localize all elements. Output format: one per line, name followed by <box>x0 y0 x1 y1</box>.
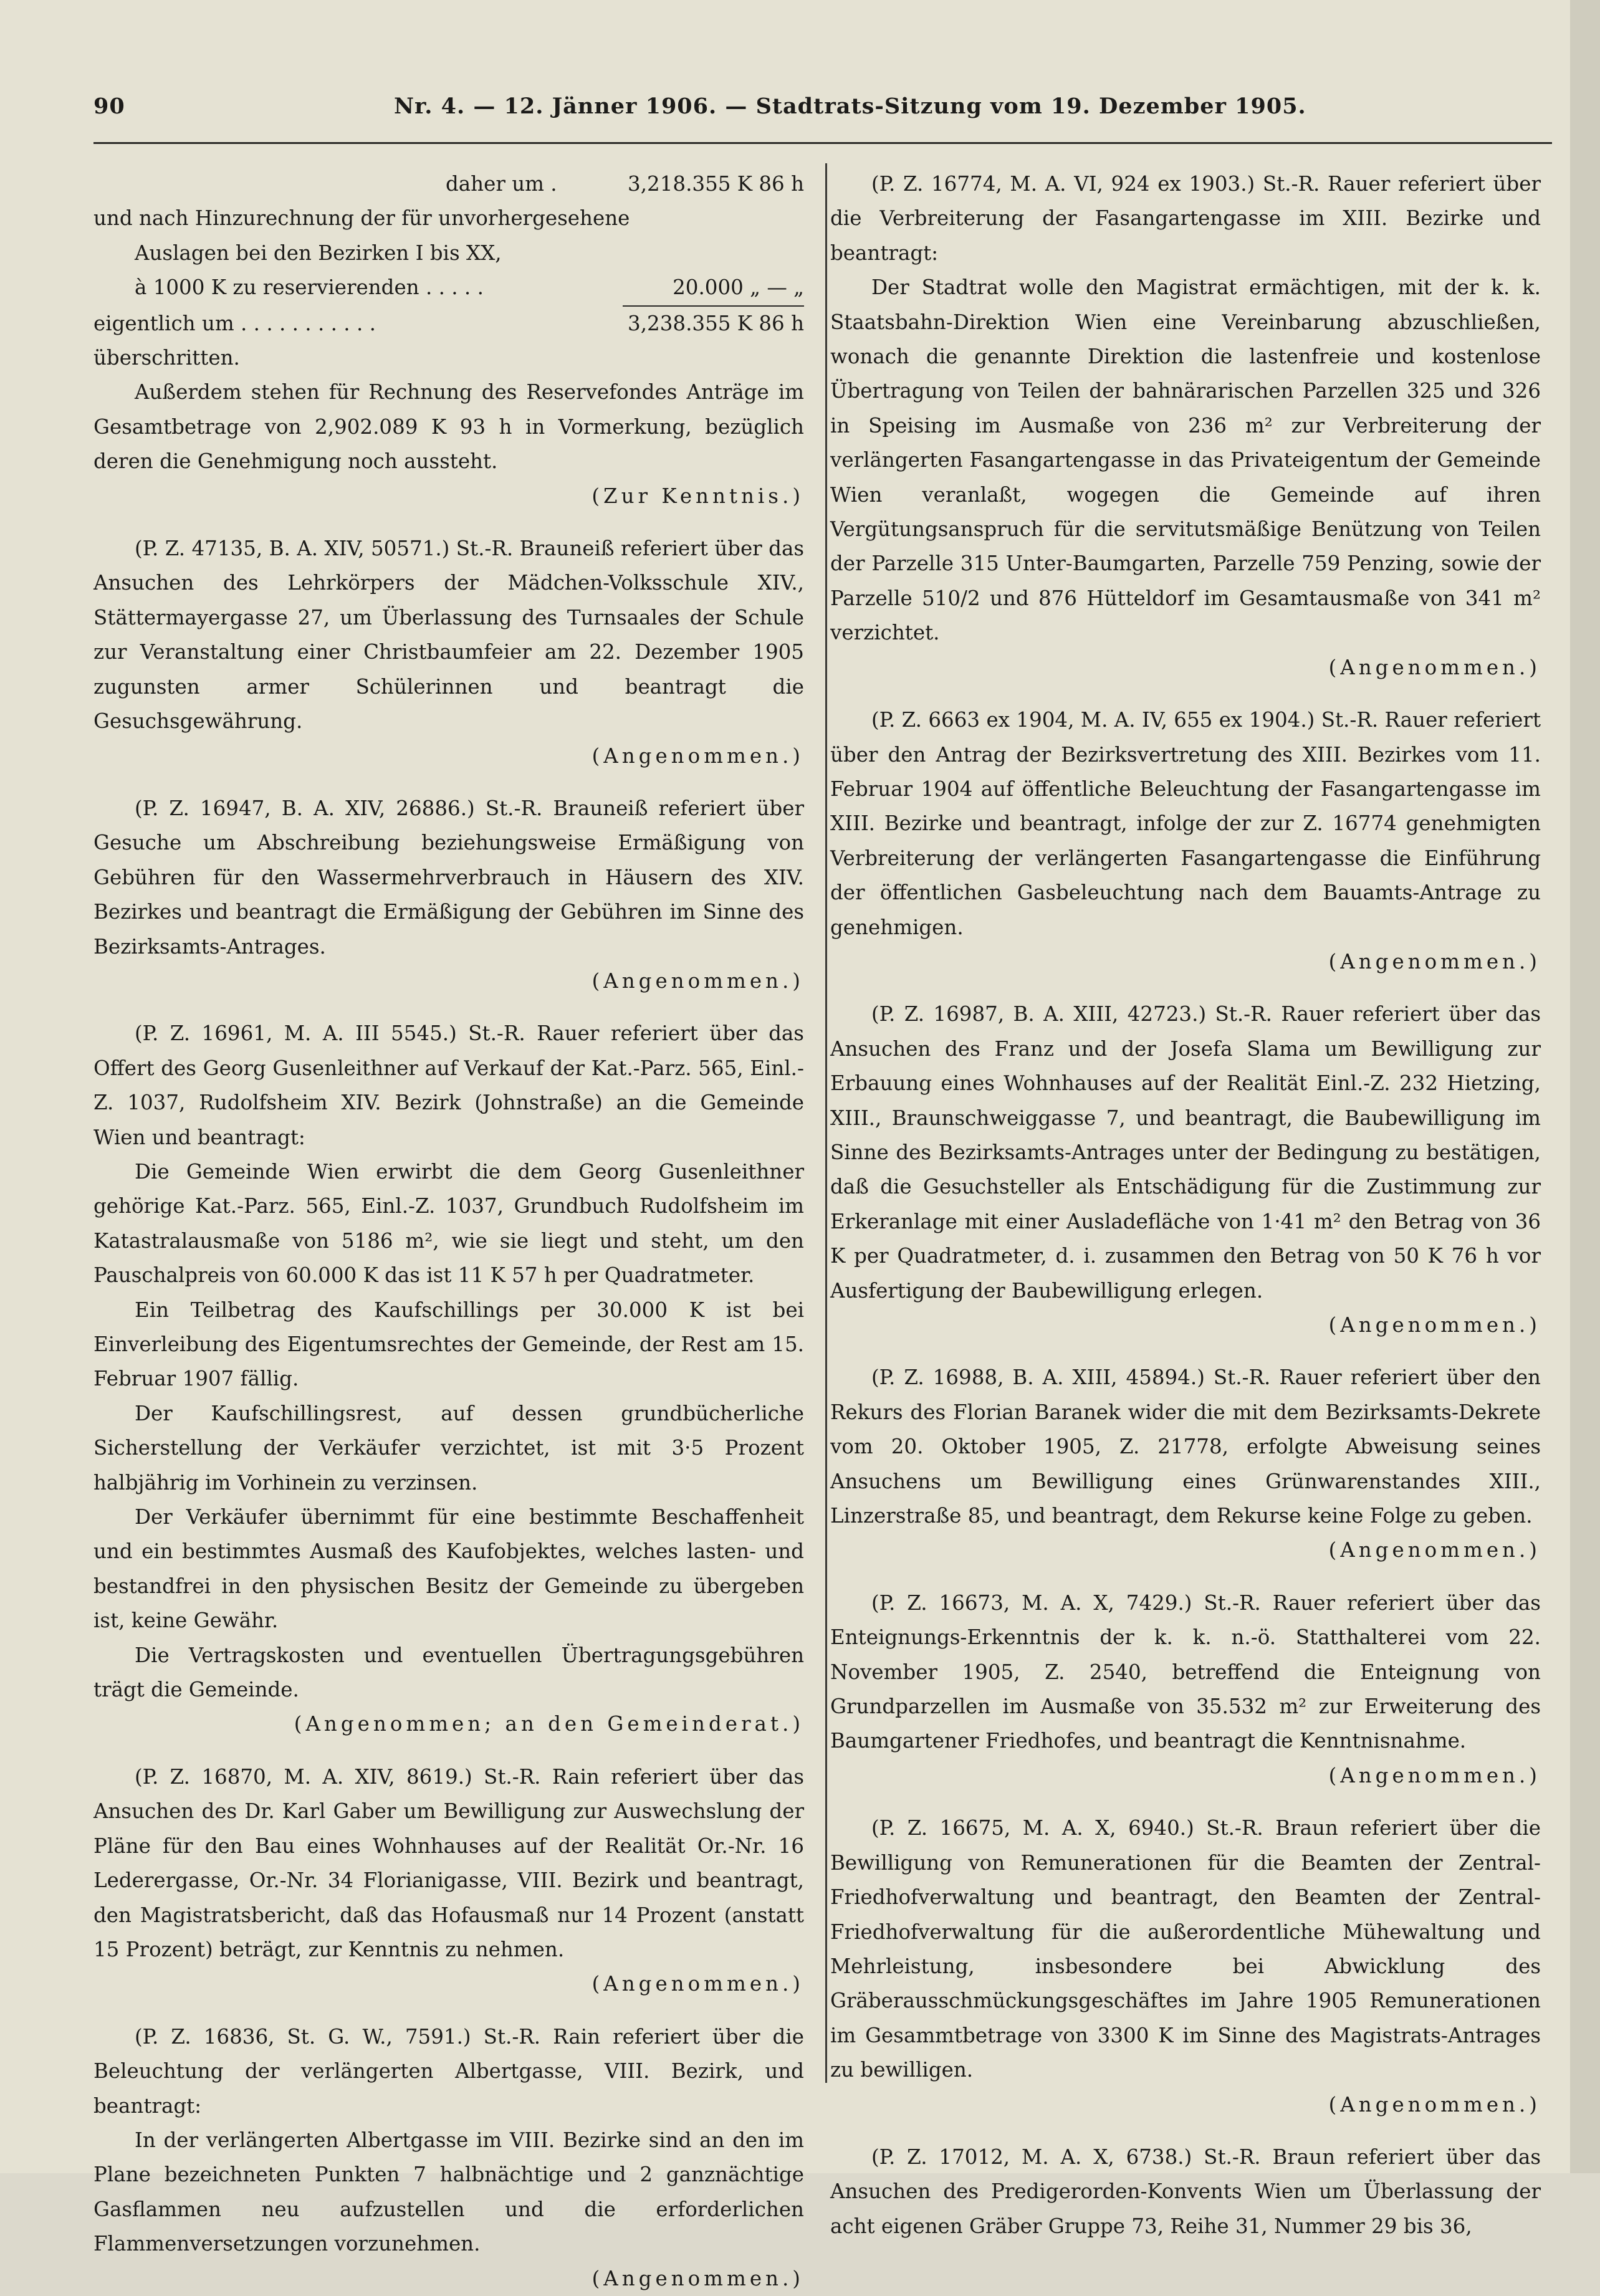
paragraph: Außerdem stehen für Rechnung des Reservefondes Anträge im Gesamtbetrage von 2,902.089 K 93 h in Vormerkung, bezüglich deren die Genehmigung noch aussteht. <box>93 380 804 474</box>
entry-paragraph: (P. Z. 16836, St. G. W., 7591.) St.-R. Rain referiert über die Beleuchtung der verlängerten Albertgasse, VIII. Bezirk, und beantragt: <box>93 2024 804 2118</box>
entry-paragraph: (P. Z. 16774, M. A. VI, 924 ex 1903.) St.-R. Rauer referiert über die Verbreiterung der Fasangartengasse im XIII. Bezirke und beantragt: <box>830 172 1541 265</box>
status-note: (Angenommen.) <box>592 744 804 768</box>
paragraph: Der Kaufschillingsrest, auf dessen grundbücherliche Sicherstellung der Verkäufer verzichtet, ist mit 3·5 Prozent halbjährig im Vorhinein zu verzinsen. <box>93 1401 804 1495</box>
entry-paragraph: (P. Z. 16961, M. A. III 5545.) St.-R. Rauer referiert über das Offert des Georg Gusenleithner auf Verkauf der Kat.-Parz. 565, Einl.-Z. 1037, Rudolfsheim XIV. Bezirk (Johnstraße) an die Gemeinde Wien und beantragt: <box>93 1021 804 1149</box>
calc-line: daher um . 3,218.355 K 86 h <box>446 172 804 196</box>
header-rule <box>93 142 1552 144</box>
calc-line: und nach Hinzurechnung der für unvorhergesehene <box>93 206 630 231</box>
entry-paragraph: (P. Z. 16673, M. A. X, 7429.) St.-R. Rauer referiert über das Enteignungs-Erkenntnis der k. k. n.-ö. Statthalterei vom 22. November 1905, Z. 2540, betreffend die Enteignung von Grundparzellen im Ausmaße von 35.532 m² zur Erweiterung des Baumgartener Friedhofes, und beantragt die Kenntnisnahme. <box>830 1590 1541 1753</box>
entry-paragraph: (P. Z. 16947, B. A. XIV, 26886.) St.-R. Brauneiß referiert über Gesuche um Abschreibung beziehungsweise Ermäßigung von Gebühren für den Wassermehrverbrauch in Häusern des XIV. Bezirkes und beantragt die Ermäßigung der Gebühren im Sinne des Bezirksamts-Antrages. <box>93 796 804 959</box>
column-divider <box>825 163 827 2083</box>
page-number: 90 <box>93 93 125 119</box>
page-header <box>93 93 1306 131</box>
paragraph: Ein Teilbetrag des Kaufschillings per 30.000 K ist bei Einverleibung des Eigentumsrechtes der Gemeinde, der Rest am 15. Februar 1907 fällig. <box>93 1298 804 1391</box>
calc-subtotal: 20.000 „ — „ <box>623 270 804 306</box>
paragraph: Der Verkäufer übernimmt für eine bestimmte Beschaffenheit und ein bestimmtes Ausmaß des Kaufobjektes, welches lasten- und bestandfrei in den physischen Besitz der Gemeinde zu übergeben ist, keine Gewähr. <box>93 1505 804 1633</box>
entry-paragraph: (P. Z. 16988, B. A. XIII, 45894.) St.-R. Rauer referiert über den Rekurs des Florian Baranek wider die mit dem Bezirksamts-Dekrete vom 20. Oktober 1905, Z. 21778, erfolgte Abweisung seines Ansuchens um Bewilligung eines Grünwarenstandes XIII., Linzerstraße 85, und beantragt, dem Rekurse keine Folge zu geben. <box>830 1366 1541 1528</box>
entry-paragraph: (P. Z. 17012, M. A. X, 6738.) St.-R. Braun referiert über das Ansuchen des Predigerorden-Konvents Wien um Überlassung der acht eigenen Gräber Gruppe 73, Reihe 31, Nummer 29 bis 36, <box>830 2145 1541 2238</box>
status-note: (Zur Kenntnis.) <box>592 484 804 508</box>
entry-paragraph: (P. Z. 6663 ex 1904, M. A. IV, 655 ex 1904.) St.-R. Rauer referiert über den Antrag der Bezirksvertretung des XIII. Bezirkes vom 11. Februar 1904 auf öffentliche Beleuchtung der Fasangartengasse im XIII. Bezirke und beantragt, infolge der zur Z. 16774 genehmigten Verbreiterung der verlängerten Fasangartengasse die Einführung der öffentlichen Gasbeleuchtung nach dem Bauamts-Antrage zu genehmigen. <box>830 708 1541 939</box>
status-note: (Angenommen.) <box>592 1972 804 1996</box>
status-note: (Angenommen.) <box>1328 1313 1541 1337</box>
status-note: (Angenommen.) <box>1328 1538 1541 1562</box>
calc-line: überschritten. <box>93 346 240 370</box>
entry-paragraph: (P. Z. 47135, B. A. XIV, 50571.) St.-R. Brauneiß referiert über das Ansuchen des Lehrkörpers der Mädchen-Volksschule XIV., Stättermayergasse 27, um Überlassung des Turnsaales der Schule zur Veranstaltung einer Christbaumfeier am 22. Dezember 1905 zugunsten armer Schülerinnen und beantragt die Gesuchsgewährung. <box>93 537 804 734</box>
calc-line: à 1000 K zu reservierenden . . . . . 20.000 „ — „ <box>93 270 804 306</box>
page-edge <box>1570 0 1600 2173</box>
entry-paragraph: (P. Z. 16987, B. A. XIII, 42723.) St.-R. Rauer referiert über das Ansuchen des Franz und der Josefa Slama um Bewilligung zur Erbauung eines Wohnhauses auf der Realität Einl.-Z. 232 Hietzing, XIII., Braunschweiggasse 7, und beantragt, die Baubewilligung im Sinne des Bezirksamts-Antrages unter der Bedingung zu bestätigen, daß die Gesuchsteller als Entschädigung für die Zustimmung zur Erkeranlage mit einer Ausladefläche von 1·41 m² den Betrag von 36 K per Quadratmeter, d. i. zusammen den Betrag von 50 K 76 h vor Ausfertigung der Baubewilligung erlegen. <box>830 1002 1541 1303</box>
paragraph: Der Stadtrat wolle den Magistrat ermächtigen, mit der k. k. Staatsbahn-Direktion Wien eine Vereinbarung abzuschließen, wonach die genannte Direktion die lastenfreie und kostenlose Übertragung von Teilen der bahnärarischen Parzellen 325 und 326 in Speising im Ausmaße von 236 m² zur Verbreiterung der verlängerten Fasangartengasse in das Privateigentum der Gemeinde Wien veranlaßt, wogegen die Gemeinde auf ihren Vergütungsanspruch für die servitutsmäßige Benützung von Teilen der Parzelle 315 Unter-Baumgarten, Parzelle 759 Penzing, sowie der Parzelle 510/2 und 876 Hütteldorf im Gesamtausmaße von 341 m² verzichtet. <box>830 275 1541 645</box>
issue-title: Nr. 4. — 12. Jänner 1906. — Stadtrats-Sitzung vom 19. Dezember 1905. <box>394 93 1306 119</box>
entry-paragraph: (P. Z. 16870, M. A. XIV, 8619.) St.-R. Rain referiert über das Ansuchen des Dr. Karl Gaber um Bewilligung zur Auswechslung der Pläne für den Bau eines Wohnhauses auf der Realität Or.-Nr. 16 Lederergasse, Or.-Nr. 34 Florianigasse, VIII. Bezirk und beantragt, den Magistratsbericht, daß das Hofausmaß nur 14 Prozent (anstatt 15 Prozent) beträgt, zur Kenntnis zu nehmen. <box>93 1764 804 1961</box>
calc-line: Auslagen bei den Bezirken I bis XX, <box>135 241 502 265</box>
calc-line: eigentlich um . . . . . . . . . . . 3,238.355 K 86 h <box>93 311 804 335</box>
status-note: (Angenommen; an den Gemeinderat.) <box>294 1712 804 1736</box>
status-note: (Angenommen.) <box>1328 655 1541 679</box>
status-note: (Angenommen.) <box>1328 949 1541 973</box>
status-note: (Angenommen.) <box>1328 2092 1541 2117</box>
paragraph: Die Vertragskosten und eventuellen Übertragungsgebühren trägt die Gemeinde. <box>93 1643 804 1702</box>
left-column <box>93 167 804 2296</box>
entry-paragraph: (P. Z. 16675, M. A. X, 6940.) St.-R. Braun referiert über die Bewilligung von Remunerationen für die Beamten der Zentral-Friedhofverwaltung und beantragt, den Beamten der Zentral-Friedhofverwaltung für die außerordentliche Mühewaltung und Mehrleistung, insbesondere bei Abwicklung des Gräberausschmückungsgeschäftes im Jahre 1905 Remunerationen im Gesammtbetrage von 3300 K im Sinne des Magistrats-Antrages zu bewilligen. <box>830 1816 1541 2082</box>
paragraph: Die Gemeinde Wien erwirbt die dem Georg Gusenleithner gehörige Kat.-Parz. 565, Einl.-Z. 1037, Grundbuch Rudolfsheim im Katastralausmaße von 5186 m², wie sie liegt und steht, um den Pauschalpreis von 60.000 K das ist 11 K 57 h per Quadratmeter. <box>93 1159 804 1288</box>
right-column <box>830 167 1541 2244</box>
paragraph: In der verlängerten Albertgasse im VIII. Bezirke sind an den im Plane bezeichneten Punkten 7 halbnächtige und 2 ganznächtige Gasflammen neu aufzustellen und die erforderlichen Flammenversetzungen vorzunehmen. <box>93 2128 804 2256</box>
calculation-block <box>93 167 804 375</box>
status-note: (Angenommen.) <box>592 969 804 993</box>
status-note: (Angenommen.) <box>592 2266 804 2290</box>
status-note: (Angenommen.) <box>1328 1763 1541 1787</box>
